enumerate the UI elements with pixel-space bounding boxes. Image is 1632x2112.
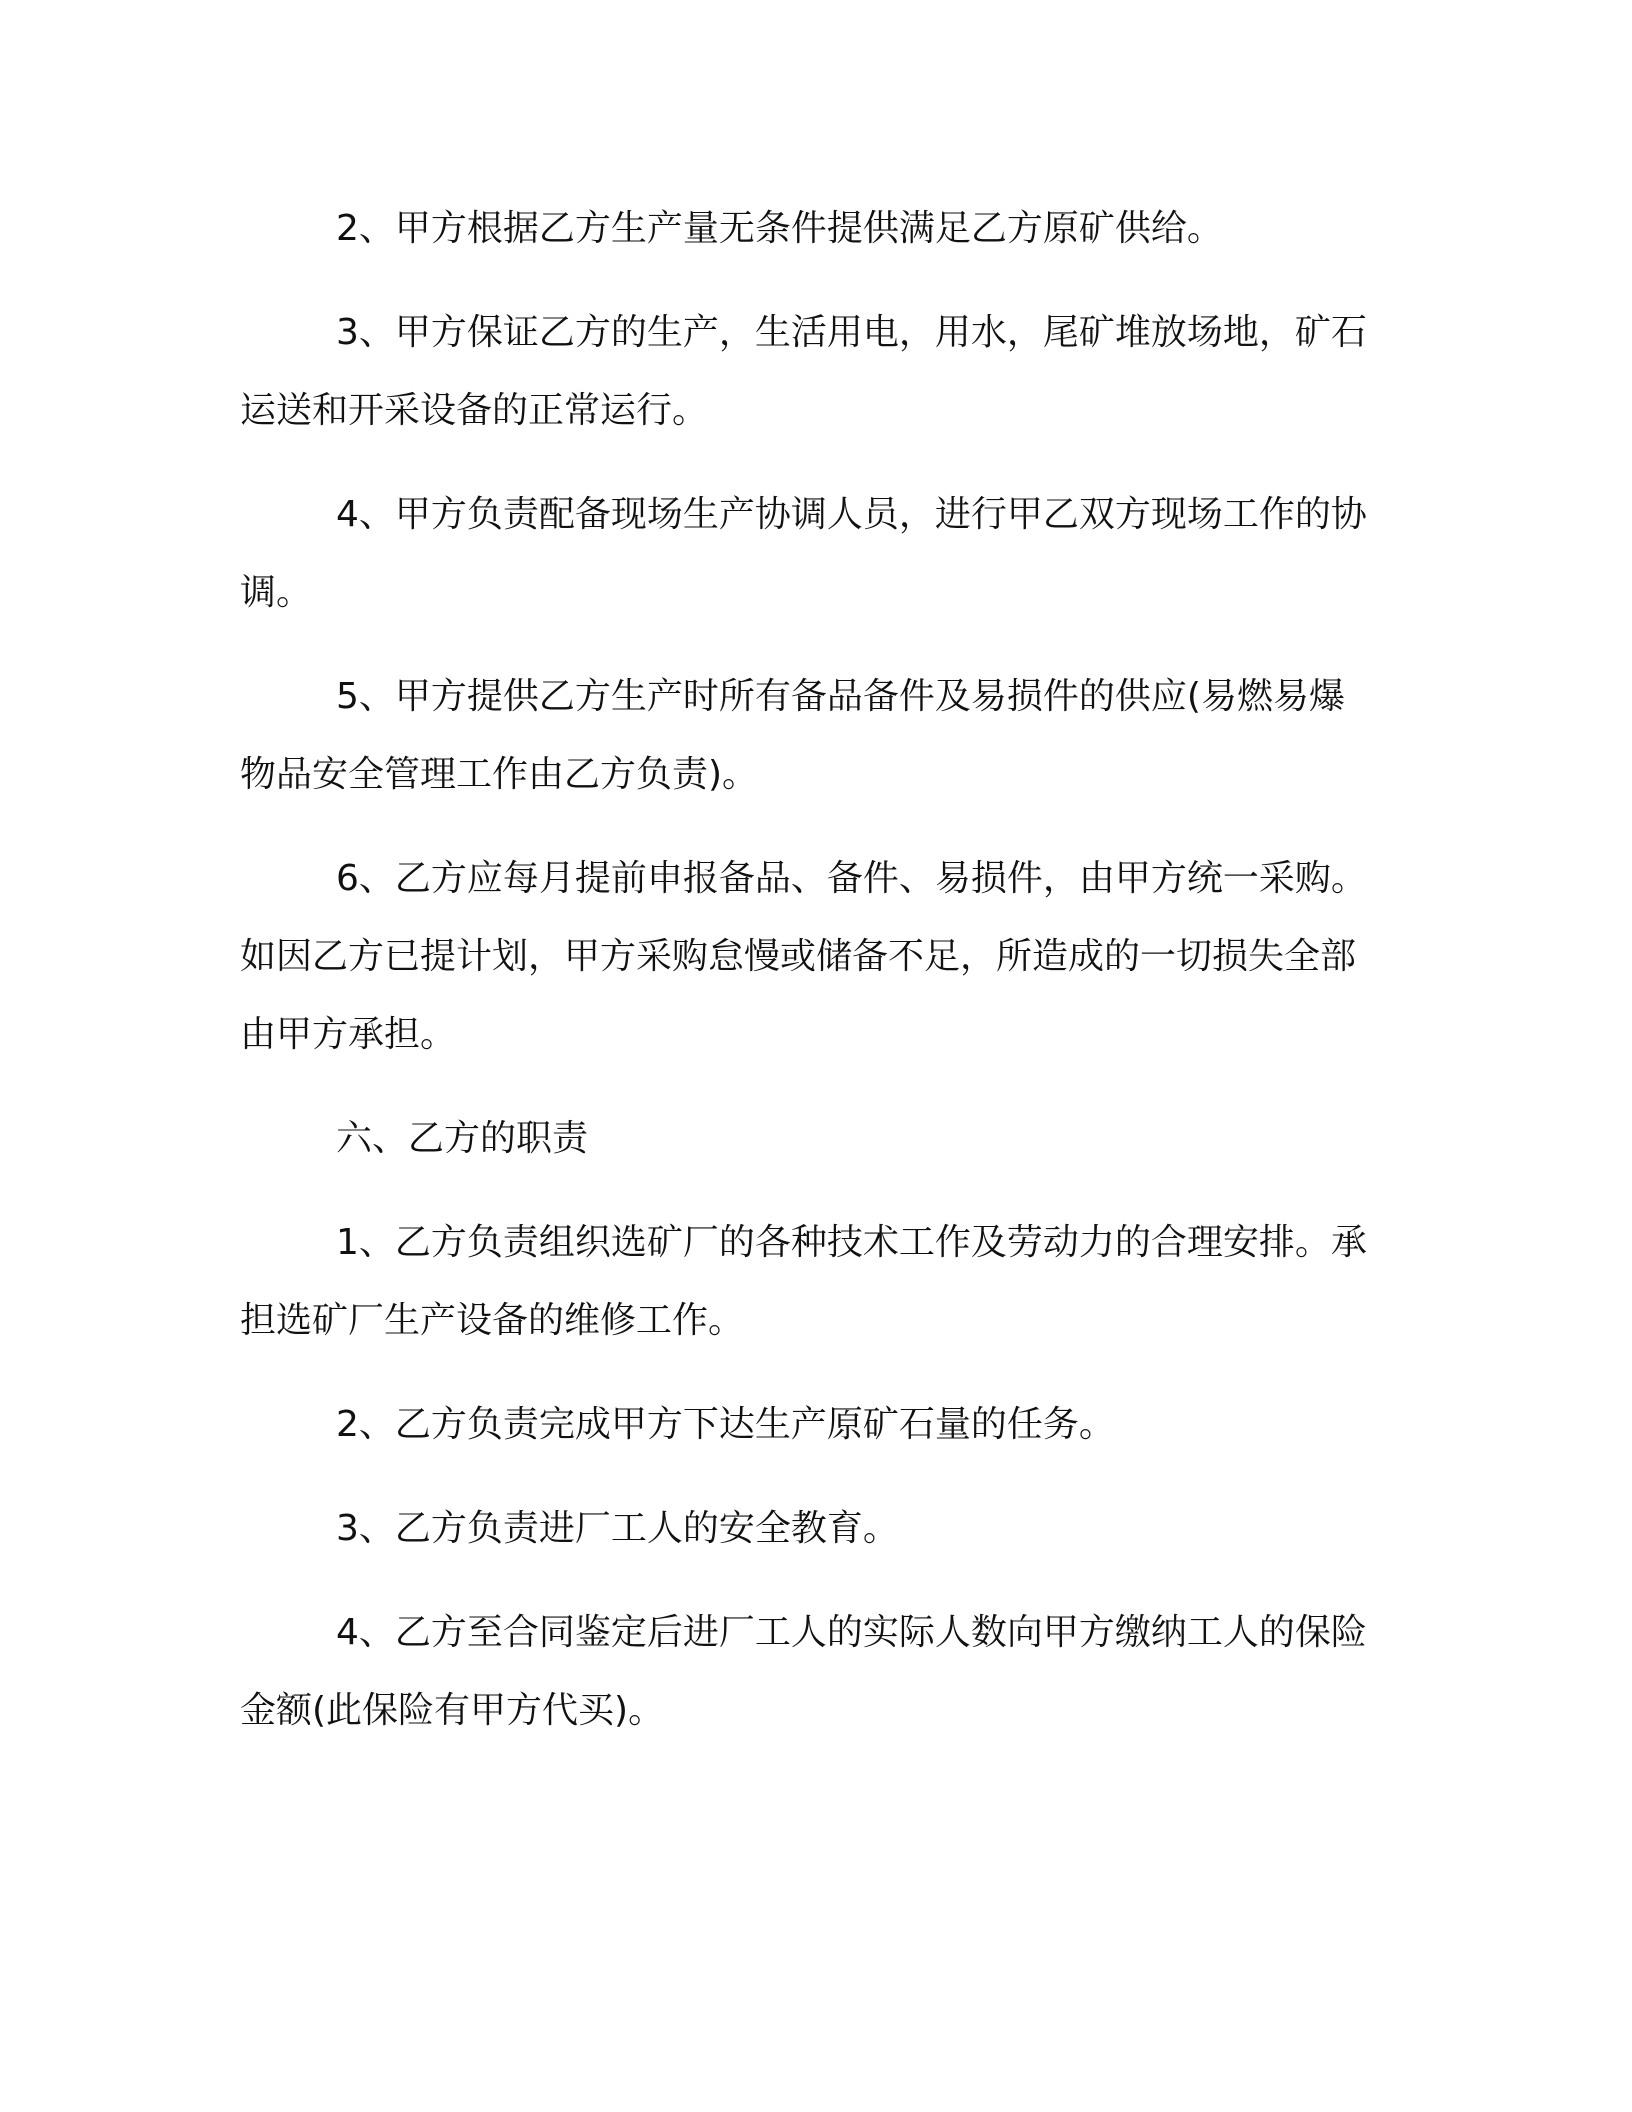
paragraph-party-b-clause-2: 2、乙方负责完成甲方下达生产原矿石量的任务。 bbox=[336, 1404, 1115, 1445]
paragraph-party-b-clause-3: 3、乙方负责进厂工人的安全教育。 bbox=[336, 1508, 899, 1549]
paragraph-party-b-clause-4: 4、乙方至合同鉴定后进厂工人的实际人数向甲方缴纳工人的保险金额(此保险有甲方代买)。 bbox=[240, 1612, 1367, 1731]
paragraph-clause-2: 2、甲方根据乙方生产量无条件提供满足乙方原矿供给。 bbox=[336, 208, 1223, 249]
section-heading-party-b-duties: 六、乙方的职责 bbox=[336, 1118, 589, 1159]
paragraph-clause-6: 6、乙方应每月提前申报备品、备件、易损件，由甲方统一采购。如因乙方已提计划，甲方采购怠慢或储备不足，所造成的一切损失全部由甲方承担。 bbox=[240, 858, 1367, 1055]
paragraph-clause-3: 3、甲方保证乙方的生产，生活用电，用水，尾矿堆放场地，矿石运送和开采设备的正常运行。 bbox=[240, 312, 1367, 431]
paragraph-clause-5: 5、甲方提供乙方生产时所有备品备件及易损件的供应(易燃易爆物品安全管理工作由乙方负责)。 bbox=[240, 676, 1345, 795]
document-body bbox=[240, 190, 1380, 1776]
paragraph-party-b-clause-1: 1、乙方负责组织选矿厂的各种技术工作及劳动力的合理安排。承担选矿厂生产设备的维修工作。 bbox=[240, 1222, 1367, 1341]
paragraph-clause-4: 4、甲方负责配备现场生产协调人员，进行甲乙双方现场工作的协调。 bbox=[240, 494, 1367, 613]
